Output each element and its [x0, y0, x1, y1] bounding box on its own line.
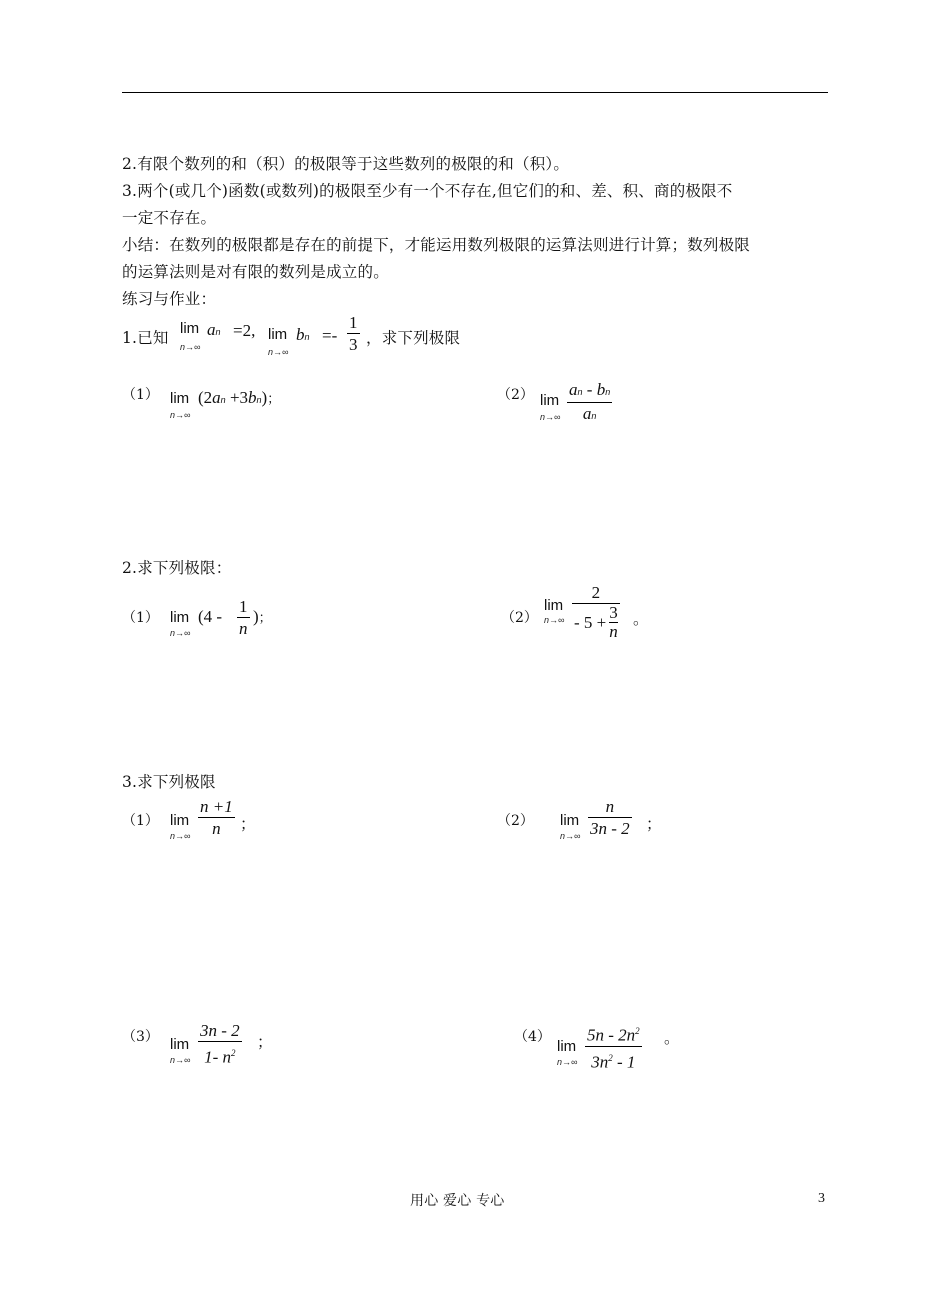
- ex1-p1-expr: (2an +3bn)；: [198, 388, 281, 407]
- ex3-p1-lim-sub: n→∞: [170, 831, 191, 841]
- ex3-p3-label: （3）: [122, 1029, 159, 1045]
- exercise-heading: 练习与作业：: [122, 290, 217, 308]
- ex1-lim-b: lim: [268, 326, 288, 343]
- ex3-p2-lim: lim: [560, 812, 580, 829]
- ex3-p2-den: 3n - 2: [590, 819, 630, 838]
- ex3-heading: 3.求下列极限: [122, 773, 216, 791]
- ex3-p3-lim-sub: n→∞: [170, 1055, 191, 1065]
- ex3-p4-frac: [585, 1021, 642, 1073]
- ex2-heading: 2.求下列极限：: [122, 559, 232, 577]
- ex1-p2-den: an: [582, 404, 597, 423]
- ex3-p3-lim: lim: [170, 1036, 190, 1053]
- note-3-line-2: 一定不存在。: [122, 209, 217, 227]
- ex1-a-n: an: [207, 320, 221, 339]
- ex2-p1-num: 1: [239, 597, 248, 616]
- ex2-p2-inner-num: 3: [609, 603, 618, 622]
- summary-line-1: 小结：在数列的极限都是存在的前提下，才能运用数列极限的运算法则进行计算；数列极限: [122, 236, 751, 254]
- ex3-p2-frac: [588, 797, 632, 840]
- ex3-p2-lim-sub: n→∞: [560, 831, 581, 841]
- ex2-p2-lim-sub: n→∞: [544, 615, 565, 625]
- ex1-lim-a-sub: n→∞: [180, 342, 201, 352]
- ex2-p2-period: 。: [633, 610, 649, 628]
- ex2-p1-den: n: [239, 619, 248, 638]
- ex1-eq-b: =-: [322, 326, 338, 345]
- ex3-p2-label: （2）: [497, 813, 534, 829]
- ex3-p4-num: $5n - 2n^2$: [587, 1025, 640, 1045]
- ex3-p2-num: n: [605, 797, 615, 816]
- ex1-p1-lim-sub: n→∞: [170, 410, 191, 420]
- ex3-p1-frac: [198, 797, 235, 840]
- ex3-p2-semicolon: ；: [646, 815, 662, 833]
- ex3-p3-num: 3n - 2: [200, 1021, 240, 1040]
- ex2-p2-num: 2: [591, 583, 601, 602]
- ex1-p1-label: （1）: [122, 387, 159, 403]
- ex1-eq-a: =2,: [233, 321, 256, 340]
- ex1-p2-num: an - bn: [569, 380, 611, 399]
- ex3-p3-den: 1- $n^2$: [204, 1047, 236, 1067]
- ex2-p2-inner-den: n: [609, 622, 618, 641]
- note-2: 2.有限个数列的和（积）的极限等于这些数列的极限的和（积）。: [122, 155, 570, 173]
- note-3-line-1: 3.两个(或几个)函数(或数列)的极限至少有一个不存在,但它们的和、差、积、商的极限不: [122, 182, 733, 200]
- ex1-p2-lim: lim: [540, 392, 560, 409]
- ex1-frac-num: 1: [349, 313, 358, 332]
- ex2-p2-lim: lim: [544, 597, 564, 614]
- ex2-p1-label: （1）: [122, 610, 159, 626]
- ex3-p1-den: n: [212, 819, 221, 838]
- ex3-p4-label: （4）: [514, 1029, 551, 1045]
- ex1-prefix: 1.已知: [122, 329, 169, 347]
- header-rule: [122, 92, 828, 93]
- ex3-p1-lim: lim: [170, 812, 190, 829]
- ex2-p1-frac: [237, 597, 250, 640]
- ex3-p4-lim-sub: n→∞: [557, 1057, 578, 1067]
- ex1-p2-frac: [567, 380, 612, 427]
- footer-text: 用心 爱心 专心: [410, 1193, 505, 1209]
- summary-line-2: 的运算法则是对有限的数列是成立的。: [122, 263, 389, 281]
- ex2-p1-close: )；: [253, 607, 272, 626]
- ex1-frac-one-third: [347, 313, 360, 356]
- ex2-p1-lim: lim: [170, 609, 190, 626]
- ex3-p3-semicolon: ；: [257, 1033, 273, 1051]
- ex2-p2-frac: [572, 583, 620, 641]
- ex3-p4-lim: lim: [557, 1038, 577, 1055]
- ex1-p1-lim: lim: [170, 390, 190, 407]
- ex2-p1-open: (4 -: [198, 607, 223, 626]
- ex3-p1-semicolon: ；: [240, 815, 256, 833]
- ex3-p1-label: （1）: [122, 813, 159, 829]
- ex1-b-n: bn: [296, 325, 310, 344]
- ex1-p2-label: （2）: [497, 387, 534, 403]
- page-number: 3: [818, 1191, 826, 1206]
- ex2-p1-lim-sub: n→∞: [170, 628, 191, 638]
- ex1-p2-lim-sub: n→∞: [540, 412, 561, 422]
- ex2-p2-den: - 5 + 3 n: [574, 603, 618, 641]
- ex3-p4-period: 。: [664, 1029, 680, 1047]
- ex3-p4-den: $3n^2 - 1$: [591, 1052, 636, 1072]
- ex3-p3-frac: [198, 1021, 242, 1069]
- ex2-p2-label: （2）: [501, 610, 538, 626]
- ex1-lim-a: lim: [180, 320, 200, 337]
- ex3-p1-num: n +1: [200, 797, 233, 816]
- ex1-lim-b-sub: n→∞: [268, 347, 289, 357]
- ex1-suffix: ，求下列极限: [366, 329, 461, 347]
- ex1-frac-den: 3: [349, 335, 358, 354]
